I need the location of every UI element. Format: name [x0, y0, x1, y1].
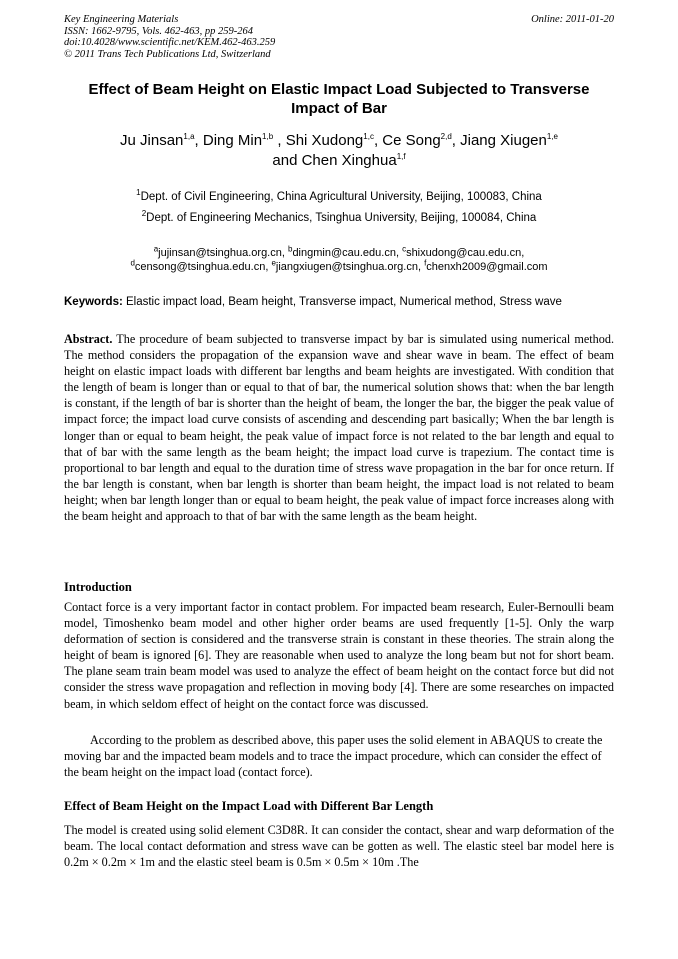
author-sep: ,	[273, 132, 286, 149]
title-line-1: Effect of Beam Height on Elastic Impact Load Subjected to Transverse	[88, 81, 590, 98]
email-address: shixudong@cau.edu.cn,	[406, 247, 525, 259]
doi-line: doi:10.4028/www.scientific.net/KEM.462-463.259	[64, 37, 276, 48]
introduction-paragraph-2-text: According to the problem as described above, this paper uses the solid element in ABAQUS to create the moving bar and the impacted beam models and to trace the impact procedure, which can consider the effect of the beam height on the impact load (contact force).	[64, 733, 603, 780]
introduction-paragraph-1: Contact force is a very important factor in contact problem. For impacted beam research, Euler-Bernoulli beam model, Timoshenko beam model and other higher order beams are used frequently [1-5]. Only the warp deformation of section is considered and the transverse strain is constant in these theories. The strain along the height of beam is ignored [6]. They are reasonable when used to analyze the long beam but not for short beam. The plane seam train beam model was used to analyze the effect of beam height on the contact force but did not consider the stress wave propagation and reflection in moving body [4]. There are some researches on impacted beam, in which seldom effect of height on the contact force was discussed.	[64, 600, 614, 711]
author-sup: 2,d	[440, 132, 452, 141]
email-sup: e	[271, 258, 276, 268]
copyright-line: © 2011 Trans Tech Publications Ltd, Switzerland	[64, 48, 271, 60]
email-address: chenxh2009@gmail.com	[426, 261, 548, 273]
affiliation-text: Dept. of Civil Engineering, China Agricultural University, Beijing, 100083, China	[140, 191, 542, 203]
email-address: jujinsan@tsinghua.org.cn,	[158, 247, 288, 259]
author-name: and Chen Xinghua	[272, 152, 397, 169]
section-2-paragraph: The model is created using solid element C3D8R. It can consider the contact, shear and warp deformation of the beam. The local contact deformation and stress wave can be gotten as well. The elastic steel bar model here is 0.2m × 0.2m × 1m and the elastic steel beam is 0.5m × 0.5m × 10m .The	[64, 823, 614, 870]
section-2-heading: Effect of Beam Height on the Impact Load with Different Bar Length	[64, 799, 434, 813]
author-sup: 1,c	[363, 132, 374, 141]
introduction-paragraph-2	[64, 732, 614, 780]
author-list	[40, 131, 638, 171]
abstract-text: The procedure of beam subjected to transverse impact by bar is simulated using numerical method. The method considers the propagation of the expansion wave and shear wave in beam. The effect of beam height on elastic impact loads with different bar lengths and beam heights are investigated. With condition that the length of beam is longer than or equal to that of bar, the numerical solution shows that: when the bar length is constant, if the length of bar is shorter than the height of beam, the longer the bar, the bigger the peak value of impact force; the impact load curve consists of ascending and descending part basically; When the bar length is longer than or equal to beam height, the peak value of impact force is not related to the bar length and equal to that of bar with the same length as the beam height; the impact load curve is trapezium. The contact time is proportional to bar length and equal to the duration time of stress wave propagation in the bar for once return. If the bar length is constant, when bar length is shorter than beam height, the impact load is not related to beam height; when bar length longer than or equal to beam height, the peak value of impact force increases along with the beam height and approach to that of bar with the same length as the beam height.	[64, 332, 614, 524]
author-name: Shi Xudong	[285, 132, 364, 149]
author-name: Ce Song	[382, 132, 441, 149]
email-sup: f	[424, 258, 427, 268]
journal-header	[64, 14, 275, 60]
abstract	[64, 331, 614, 524]
affiliation-sup: 1	[136, 188, 141, 198]
email-address: dingmin@cau.edu.cn,	[292, 247, 403, 259]
online-date: Online: 2011-01-20	[531, 14, 614, 25]
author-name: Jiang Xiugen	[460, 132, 547, 149]
journal-name: Key Engineering Materials	[64, 14, 179, 25]
affiliation-2	[40, 211, 638, 225]
affiliation-1	[40, 190, 638, 204]
abstract-label: Abstract.	[64, 332, 113, 346]
author-sep: ,	[373, 132, 383, 149]
keywords-text: Elastic impact load, Beam height, Transverse impact, Numerical method, Stress wave	[122, 296, 562, 308]
author-name: Ding Min	[202, 132, 263, 149]
keywords-label: Keywords:	[64, 296, 123, 308]
author-sep: ,	[194, 132, 203, 149]
author-sup: 1,b	[262, 132, 274, 141]
introduction-heading: Introduction	[64, 580, 132, 594]
affiliation-sup: 2	[141, 209, 147, 219]
email-sup: c	[402, 244, 407, 254]
keywords	[64, 295, 624, 310]
email-address: jiangxiugen@tsinghua.org.cn,	[275, 261, 425, 273]
email-sup: b	[287, 244, 293, 254]
email-address: censong@tsinghua.edu.cn,	[134, 261, 272, 273]
issn-line: ISSN: 1662-9795, Vols. 462-463, pp 259-264	[64, 25, 253, 37]
title-line-2: Impact of Bar	[291, 100, 387, 117]
email-list	[40, 246, 638, 274]
author-name: Ju Jinsan	[120, 132, 184, 149]
author-line-2	[40, 151, 638, 171]
author-sup: 1,a	[183, 132, 195, 141]
email-line-2	[40, 260, 638, 274]
author-line-1	[40, 131, 638, 151]
author-sup: 1,f	[396, 152, 406, 161]
email-sup: a	[153, 244, 159, 254]
author-sep: ,	[451, 132, 461, 149]
paper-title	[40, 80, 638, 118]
email-sup: d	[130, 258, 135, 268]
affiliation-text: Dept. of Engineering Mechanics, Tsinghua University, Beijing, 100084, China	[146, 212, 537, 224]
author-sup: 1,e	[546, 132, 558, 141]
